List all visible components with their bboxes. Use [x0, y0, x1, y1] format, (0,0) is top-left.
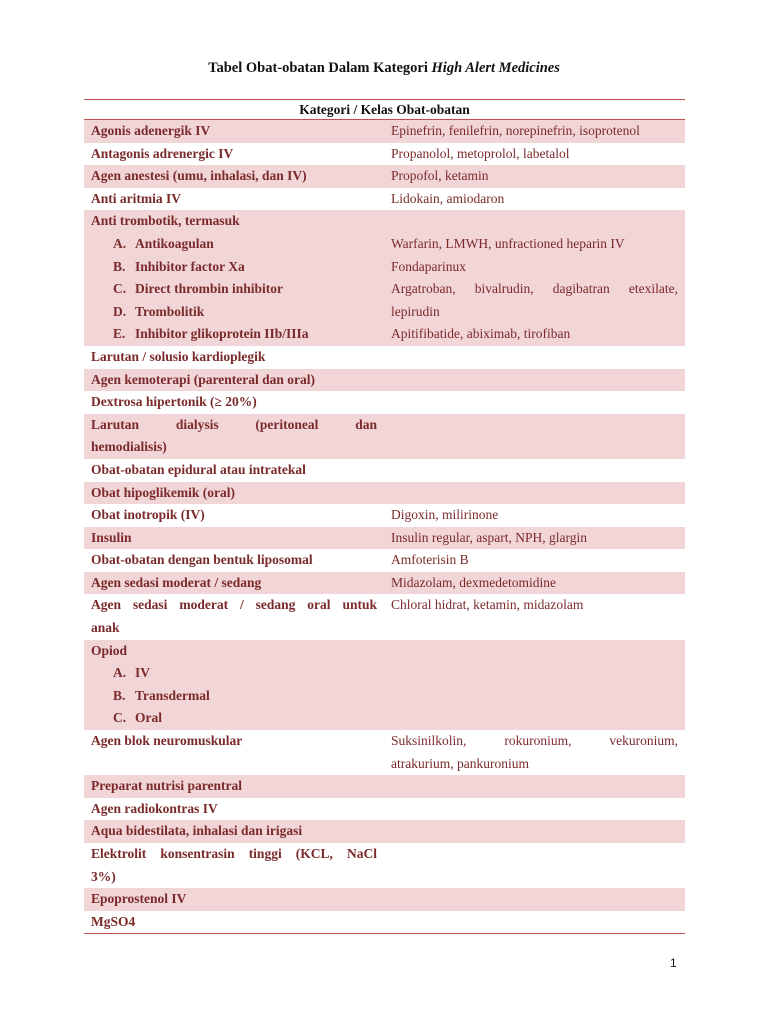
examples-cell [384, 459, 685, 482]
category-text: Opiod [91, 642, 128, 658]
table-row [84, 640, 685, 730]
category-cell [84, 459, 384, 482]
category-text: Anti aritmia IV [91, 190, 181, 206]
category-text: Obat-obatan dengan bentuk liposomal [91, 552, 313, 568]
table-row [84, 482, 685, 505]
subcategory-text: Antikoagulan [135, 235, 214, 251]
category-cell [84, 911, 384, 934]
subcategory-letter: A. [113, 665, 127, 681]
examples-text: Insulin regular, aspart, NPH, glargin [391, 529, 588, 545]
table-row [84, 798, 685, 821]
table-row [84, 730, 685, 775]
examples-cell [384, 594, 685, 639]
examples-text: Amfoterisin B [391, 552, 469, 568]
page-number: 1 [670, 956, 677, 970]
examples-text: Fondaparinux [391, 258, 466, 274]
category-text: Obat inotropik (IV) [91, 507, 205, 523]
category-cell [84, 414, 384, 459]
examples-text: Epinefrin, fenilefrin, norepinefrin, isoprotenol [391, 123, 640, 138]
examples-cell [384, 549, 685, 572]
examples-cell [384, 414, 685, 459]
examples-text: Chloral hidrat, ketamin, midazolam [391, 597, 584, 613]
subcategory-letter: C. [113, 710, 127, 726]
subcategory-letter: E. [113, 326, 126, 342]
table-row [84, 888, 685, 911]
examples-cell [384, 346, 685, 369]
examples-cell [384, 820, 685, 843]
category-text: Antagonis adrenergic IV [91, 145, 234, 161]
subcategory-letter: B. [113, 687, 126, 703]
category-cell [84, 843, 384, 888]
category-text: Insulin [91, 529, 132, 545]
category-cell [84, 798, 384, 821]
category-text: Agen sedasi moderat / sedang [91, 574, 262, 590]
subcategory-item [91, 256, 377, 279]
subcategory-item [91, 662, 377, 685]
table-row [84, 391, 685, 414]
table-row [84, 120, 685, 143]
examples-text: Propofol, ketamin [391, 168, 489, 184]
category-cell [84, 820, 384, 843]
category-text: Preparat nutrisi parentral [91, 778, 242, 794]
examples-cell [384, 188, 685, 211]
subcategory-letter: C. [113, 281, 127, 297]
category-text: Obat-obatan epidural atau intratekal [91, 461, 306, 477]
table-row [84, 527, 685, 550]
table-row [84, 572, 685, 595]
table-row [84, 820, 685, 843]
examples-cell [384, 391, 685, 414]
medicines-table [84, 99, 685, 934]
category-text: Larutan / solusio kardioplegik [91, 348, 266, 364]
examples-text: atrakurium, pankuronium [391, 755, 529, 771]
category-text: Obat hipoglikemik (oral) [91, 484, 236, 500]
category-text: Dextrosa hipertonik (≥ 20%) [91, 394, 257, 410]
category-cell [84, 888, 384, 911]
examples-cell [384, 504, 685, 527]
examples-cell [384, 369, 685, 392]
subcategory-item [91, 323, 377, 346]
subcategory-text: Inhibitor glikoprotein IIb/IIIa [135, 326, 309, 342]
category-text: hemodialisis) [91, 439, 167, 455]
table-row [84, 165, 685, 188]
category-text: Agen sedasi moderat / sedang oral untuk [91, 597, 377, 613]
category-text: MgSO4 [91, 913, 136, 929]
subcategory-text: Oral [135, 710, 162, 726]
table-row [84, 843, 685, 888]
examples-cell [384, 143, 685, 166]
category-cell [84, 188, 384, 211]
category-text: Agen blok neuromuskular [91, 733, 243, 749]
category-cell [84, 120, 384, 143]
examples-cell [384, 120, 685, 143]
examples-cell [384, 572, 685, 595]
category-text: Anti trombotik, termasuk [91, 213, 240, 229]
category-cell [84, 640, 384, 730]
examples-cell [384, 210, 685, 346]
category-text: anak [91, 620, 120, 636]
subcategory-item [91, 233, 377, 256]
table-header-row [84, 100, 685, 120]
subcategory-item [91, 685, 377, 708]
category-cell [84, 572, 384, 595]
subcategory-letter: A. [113, 235, 127, 251]
table-row [84, 504, 685, 527]
subcategory-letter: D. [113, 303, 127, 319]
examples-cell [384, 527, 685, 550]
examples-text: Warfarin, LMWH, unfractioned heparin IV [391, 235, 625, 251]
title-main: Tabel Obat-obatan Dalam Kategori [208, 60, 428, 76]
examples-text: Propanolol, metoprolol, labetalol [391, 145, 570, 161]
examples-cell [384, 843, 685, 888]
category-text: Agen anestesi (umu, inhalasi, dan IV) [91, 168, 307, 184]
category-text: Epoprostenol IV [91, 891, 187, 907]
category-text: Larutan dialysis (peritoneal dan [91, 416, 377, 432]
category-text: Elektrolit konsentrasin tinggi (KCL, NaCl [91, 846, 377, 861]
examples-text: Digoxin, milirinone [391, 507, 499, 523]
subcategory-text: Trombolitik [135, 303, 205, 319]
category-text: Agonis adenergik IV [91, 123, 211, 138]
spacer [391, 210, 678, 233]
title-italic: High Alert Medicines [431, 60, 560, 76]
category-cell [84, 730, 384, 775]
category-cell [84, 482, 384, 505]
category-cell [84, 504, 384, 527]
subcategory-letter: B. [113, 258, 126, 274]
examples-text: Argatroban, bivalrudin, dagibatran etexilate, [391, 281, 678, 297]
category-cell [84, 775, 384, 798]
table-row [84, 210, 685, 346]
table-row [84, 188, 685, 211]
table-row [84, 143, 685, 166]
table-header: Kategori / Kelas Obat-obatan [84, 100, 685, 120]
category-cell [84, 210, 384, 346]
category-text: Aqua bidestilata, inhalasi dan irigasi [91, 823, 303, 839]
category-cell [84, 594, 384, 639]
subcategory-item [91, 707, 377, 730]
examples-cell [384, 798, 685, 821]
subcategory-text: Transdermal [135, 687, 210, 703]
subcategory-text: Direct thrombin inhibitor [135, 281, 284, 297]
examples-cell [384, 730, 685, 775]
examples-text: Lidokain, amiodaron [391, 190, 505, 206]
table-row [84, 549, 685, 572]
subcategory-item [91, 301, 377, 324]
table-row [84, 346, 685, 369]
category-cell [84, 143, 384, 166]
table-row [84, 594, 685, 639]
category-text: Agen kemoterapi (parenteral dan oral) [91, 371, 315, 387]
examples-cell [384, 911, 685, 934]
category-cell [84, 391, 384, 414]
table-row [84, 775, 685, 798]
category-cell [84, 346, 384, 369]
category-cell [84, 527, 384, 550]
examples-text: lepirudin [391, 303, 440, 319]
examples-cell [384, 888, 685, 911]
examples-text: Midazolam, dexmedetomidine [391, 574, 556, 590]
table-row [84, 911, 685, 934]
table-row [84, 414, 685, 459]
table-row [84, 459, 685, 482]
subcategory-item [91, 278, 377, 301]
table-row [84, 369, 685, 392]
examples-cell [384, 165, 685, 188]
subcategory-text: Inhibitor factor Xa [135, 258, 245, 274]
examples-text: Suksinilkolin, rokuronium, vekuronium, [391, 733, 678, 749]
category-cell [84, 549, 384, 572]
subcategory-text: IV [135, 665, 151, 681]
document-title [0, 60, 768, 77]
examples-text: Apitifibatide, abiximab, tirofiban [391, 326, 571, 342]
examples-cell [384, 640, 685, 730]
category-text: Agen radiokontras IV [91, 800, 218, 816]
category-cell [84, 165, 384, 188]
category-text: 3%) [91, 868, 116, 884]
category-cell [84, 369, 384, 392]
examples-cell [384, 482, 685, 505]
examples-cell [384, 775, 685, 798]
